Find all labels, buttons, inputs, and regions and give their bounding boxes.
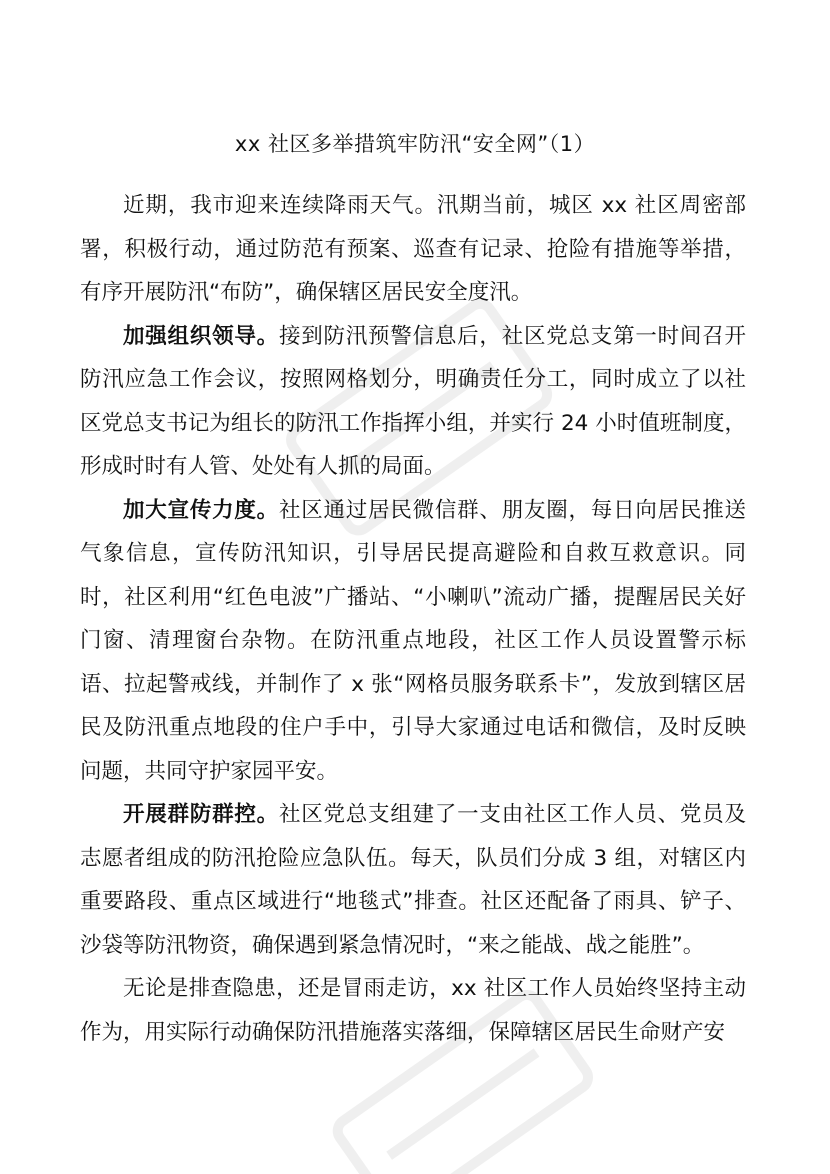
paragraph-lead: 加大宣传力度。 [123, 497, 279, 523]
document-body [80, 184, 746, 1054]
paragraph-intro [80, 184, 746, 315]
document-title: xx 社区多举措筑牢防汛“安全网”（1） [234, 132, 596, 156]
paragraph-text: 社区党总支组建了一支由社区工作人员、党员及志愿者组成的防汛抢险应急队伍。每天，队员们分成 3 组，对辖区内重要路段、重点区域进行“地毯式”排查。社区还配备了雨具、铲子、沙袋等防汛物资，确保遇到紧急情况时，“来之能战、战之能胜”。 [80, 802, 746, 958]
paragraph-text: 社区通过居民微信群、朋友圈，每日向居民推送气象信息，宣传防汛知识，引导居民提高避险和自救互救意识。同时，社区利用“红色电波”广播站、“小喇叭”流动广播，提醒居民关好门窗、清理窗台杂物。在防汛重点地段，社区工作人员设置警示标语、拉起警戒线，并制作了 x 张“网格员服务联系卡”，发放到辖区居民及防汛重点地段的住户手中，引导大家通过电话和微信，及时反映问题，共同守护家园平安。 [80, 497, 746, 784]
paragraph-lead: 加强组织领导。 [123, 323, 279, 349]
paragraph-text: 接到防汛预警信息后，社区党总支第一时间召开防汛应急工作会议，按照网格划分，明确责任分工，同时成立了以社区党总支书记为组长的防汛工作指挥小组，并实行 24 小时值班制度，形成时时有人管、处处有人抓的局面。 [80, 323, 746, 479]
paragraph-conclusion [80, 967, 746, 1054]
paragraph-publicity [80, 489, 746, 794]
paragraph-lead: 开展群防群控。 [123, 802, 279, 827]
paragraph-prevention [80, 793, 746, 967]
paragraph-text: 近期，我市迎来连续降雨天气。汛期当前，城区 xx 社区周密部署，积极行动，通过防范有预案、巡查有记录、抢险有措施等举措，有序开展防汛“布防”，确保辖区居民安全度汛。 [80, 193, 746, 305]
paragraph-organization [80, 315, 746, 489]
paragraph-text: 无论是排查隐患，还是冒雨走访，xx 社区工作人员始终坚持主动作为，用实际行动确保防汛措施落实落细，保障辖区居民生命财产安 [80, 976, 746, 1045]
